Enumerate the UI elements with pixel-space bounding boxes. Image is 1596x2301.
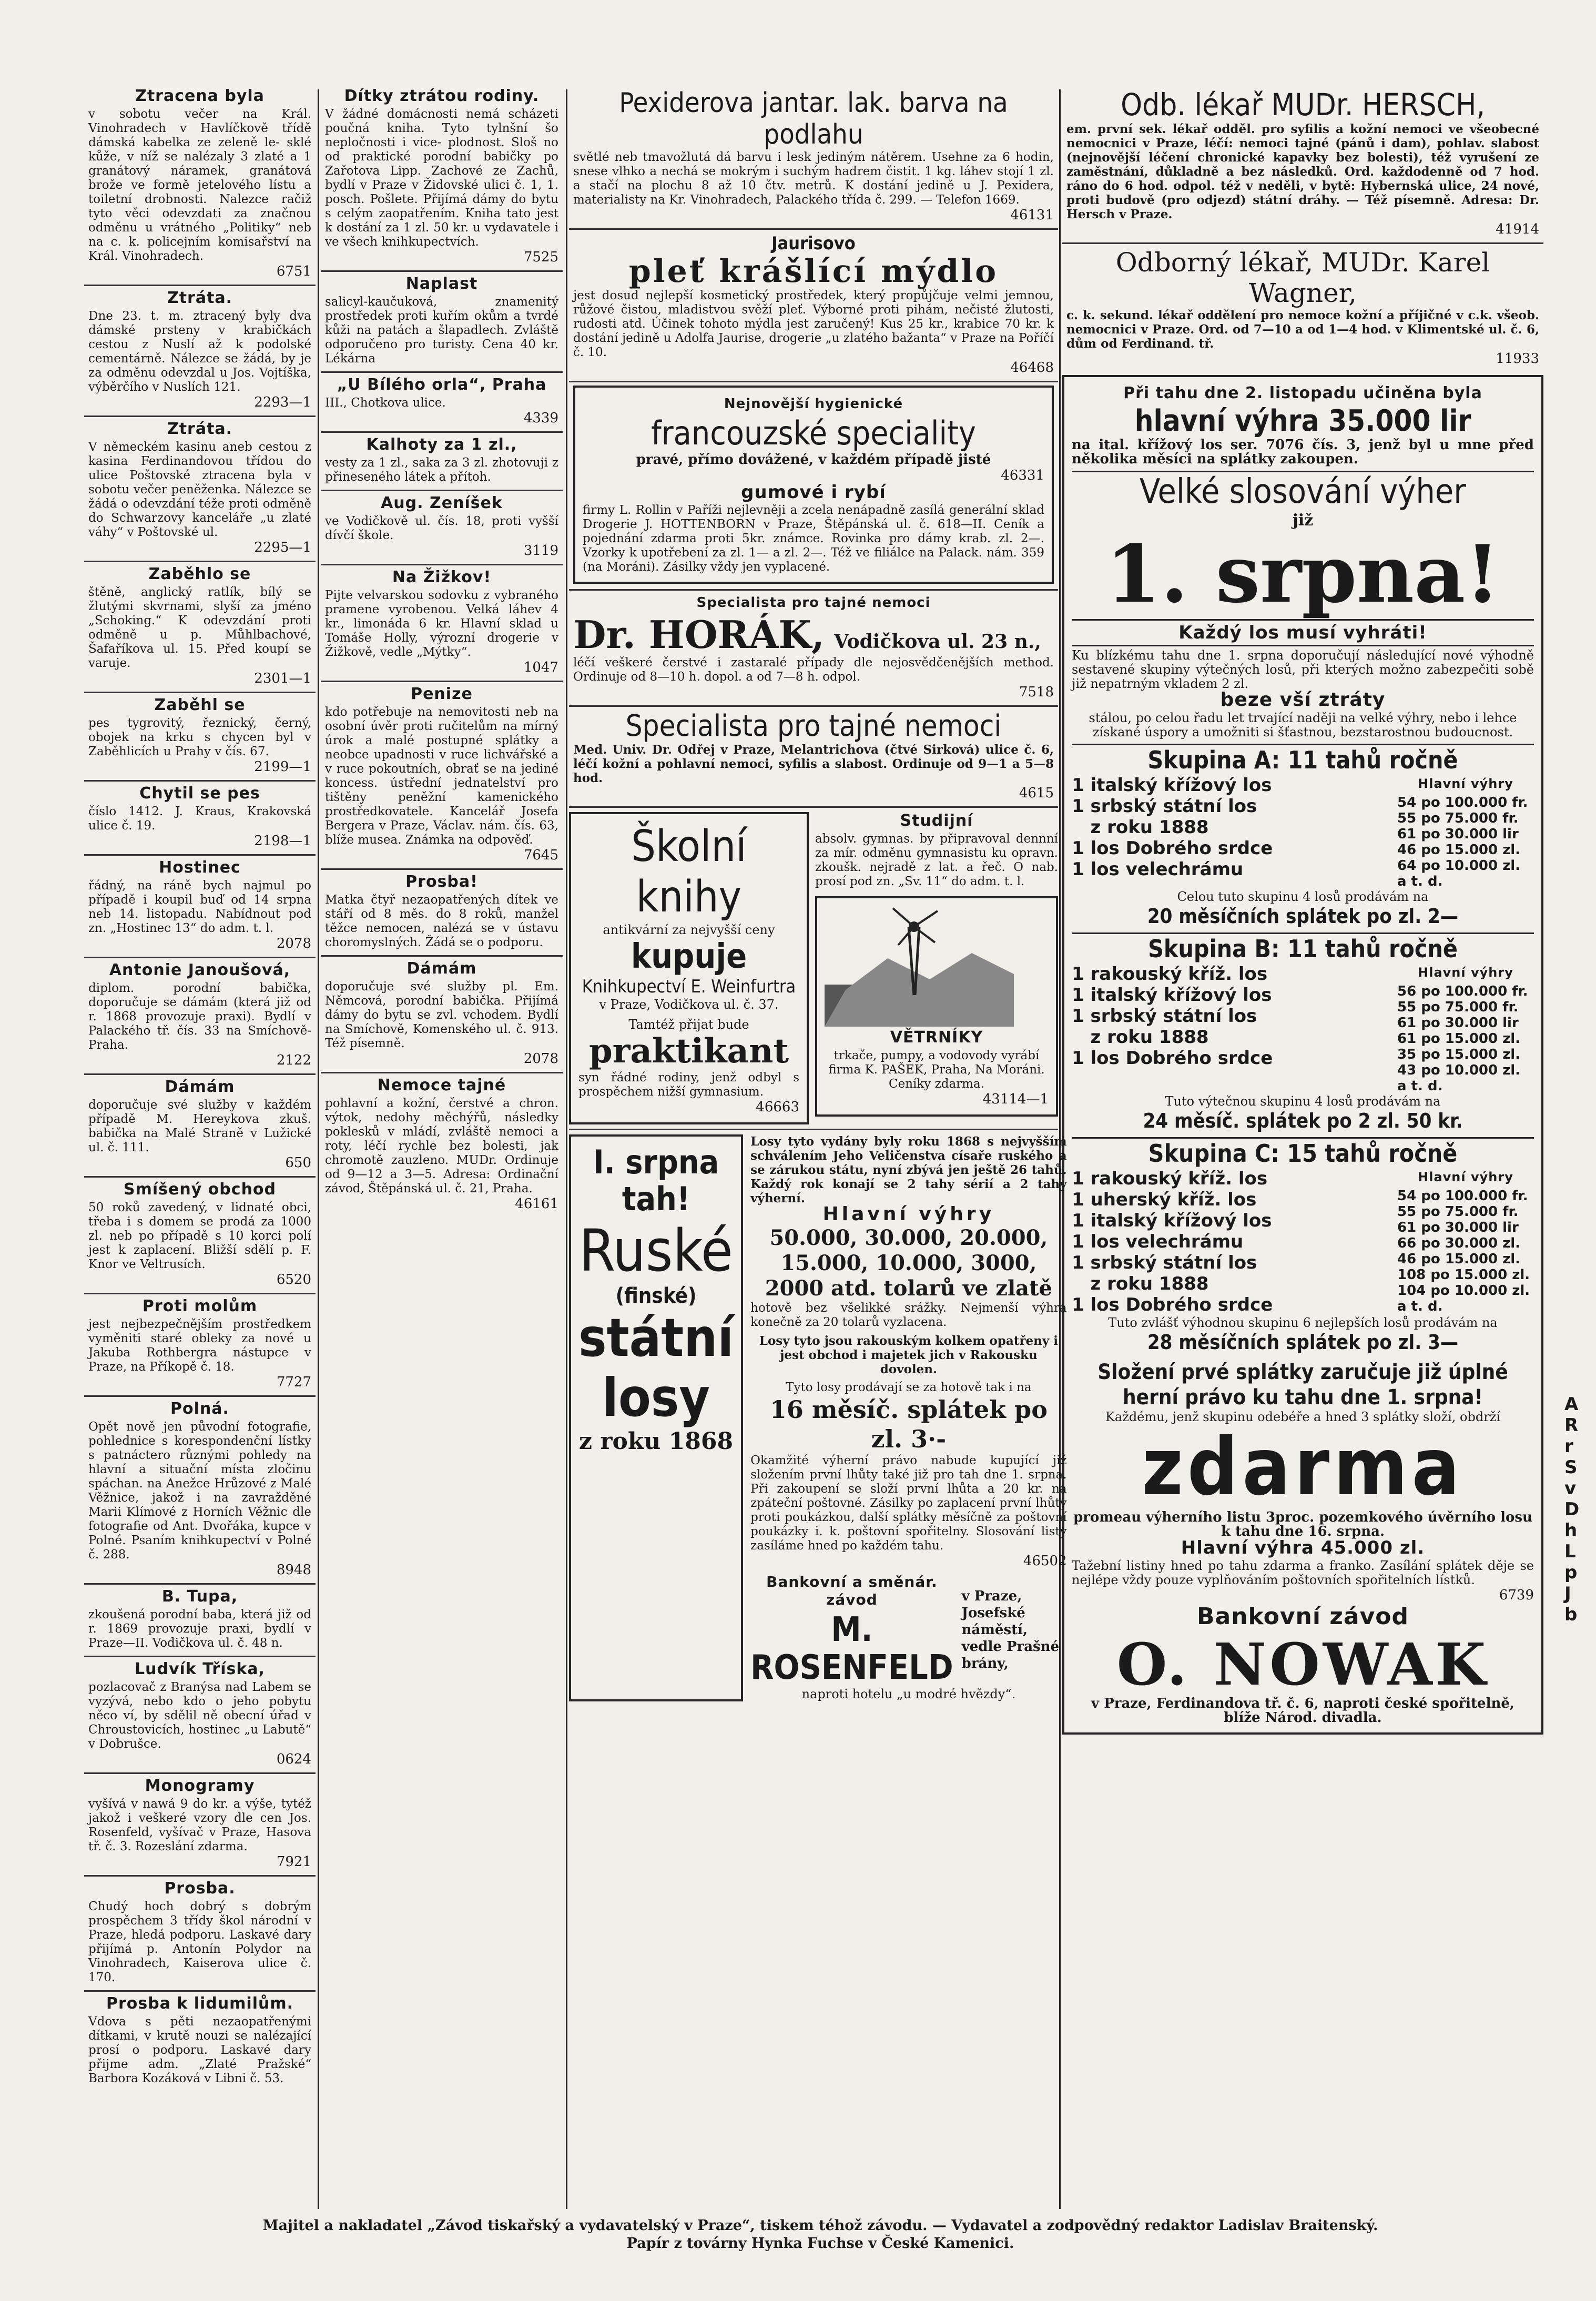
ad-ref: 46468 bbox=[1010, 360, 1054, 376]
edge-letter: S bbox=[1564, 1457, 1578, 1478]
classified-body: doporučuje své služby pl. Em. Němcová, porodní babička. Přijímá dámy do bytu se zvl. vchodem. Bydlí na Smíchově, Komenského ul. č. 913. Též písemně. bbox=[325, 980, 558, 1050]
classified-heading: Ztráta. bbox=[167, 420, 233, 438]
lottery-group-title: Skupina B: 11 tahů ročně bbox=[1148, 935, 1458, 963]
classified-body: štěně, anglický ratlík, bílý se žlutými skvrnami, slyší za jméno „Schoking.“ K odevzdání proti odměně u p. Můhlbachové, Šafaříkova ul. 15. Před koupí se varuje. bbox=[88, 585, 311, 670]
lottery-item: 1 italský křížový los bbox=[1072, 775, 1272, 796]
lottery-each: Každý los musí vyhráti! bbox=[1072, 619, 1534, 646]
classified-ad bbox=[321, 955, 563, 1072]
edge-letter: v bbox=[1564, 1478, 1577, 1499]
lottery-price: Celou tuto skupinu 4 losů prodávám na bbox=[1177, 889, 1429, 904]
lottery-item: 1 rakouský kříž. los bbox=[1072, 1168, 1268, 1189]
classified-body: vyšívá v nawá 9 do kr. a výše, tytéž jakož i veškeré vzory dle cen Jos. Rosenfeld, vyšívač v Praze, Hasova tř. č. 3. Rozeslání zdarma. bbox=[88, 1797, 311, 1853]
windmill-illustration bbox=[825, 906, 1014, 1027]
classified-body: v sobotu večer na Král. Vinohradech v Havlíčkově třídě dámská kabelka ze zeleně le- sklé kůže, v níž se nalézaly 3 zlaté a 1 granátový náramek, granátová brože ve formě jetelového lístu a toiletní drobnosti. Nalezce račiž tyto věci odevzdati za značnou odměnu u vrátného „Politiky“ neb na c. k. policejním komisařství na Král. Vinohradech. bbox=[88, 107, 311, 263]
lottery-win: 61 po 30.000 lir bbox=[1397, 1220, 1519, 1235]
lottery-hv: Hlavní výhry bbox=[1418, 965, 1513, 980]
classified-ref: 2293—1 bbox=[254, 394, 311, 410]
ad-stamp: Losy tyto jsou rakouským kolkem opatřeny i jest obchod i majetek jich v Rakousku dovolen. bbox=[759, 1334, 1059, 1376]
ad-lottery-nowak bbox=[1062, 375, 1543, 1735]
classified-heading: Penize bbox=[411, 685, 473, 703]
lottery-group bbox=[1072, 932, 1534, 1133]
ad-skolni bbox=[569, 812, 809, 1124]
classified-ref: 4339 bbox=[523, 410, 558, 426]
lottery-item: z roku 1888 bbox=[1072, 1273, 1209, 1294]
ad-body: Med. Univ. Dr. Odřej v Praze, Melantrichova (čtvé Sirková) ulice č. 6, léčí kožní a pohlavní nemoci, syfilis a slabost. Ordinuje od 9—1 a 5—8 hod. bbox=[573, 743, 1054, 785]
classified-ref: 2301—1 bbox=[254, 671, 311, 686]
classified-ad bbox=[321, 431, 563, 490]
classified-ad bbox=[84, 1583, 316, 1656]
classified-heading: Kalhoty za 1 zl., bbox=[366, 435, 517, 454]
ad-mid: gumové i rybí bbox=[741, 482, 886, 503]
classified-ref: 2295—1 bbox=[254, 540, 311, 555]
classified-ad bbox=[321, 681, 563, 868]
lottery-win: 104 po 10.000 zl. bbox=[1397, 1283, 1530, 1299]
classified-body: doporučuje své služby v každém případě M. Hereykova zkuš. babička na Malé Straně v Lužické ul. č. 111. bbox=[88, 1098, 311, 1154]
classified-heading: B. Tupa, bbox=[161, 1587, 238, 1606]
ad-amounts: 50.000, 30.000, 20.000, 15.000, 10.000, 3000, 2000 atd. tolarů ve zlatě bbox=[765, 1225, 1052, 1301]
classified-heading: Ztráta. bbox=[167, 289, 233, 307]
classified-ref: 1047 bbox=[523, 660, 558, 675]
ad-buy: kupuje bbox=[631, 937, 747, 976]
lottery-item: 1 los Dobrého srdce bbox=[1072, 1294, 1273, 1315]
classified-heading: Ztracena byla bbox=[135, 87, 265, 105]
classified-heading: Prosba! bbox=[405, 873, 478, 891]
classified-ref: 2198—1 bbox=[254, 833, 311, 849]
lottery-group-title: Skupina C: 15 tahů ročně bbox=[1148, 1139, 1458, 1168]
imprint-line-1: Majitel a nakladatel „Závod tiskařský a vydavatelský v Praze“, tiskem téhož závodu. — Vydavatel a zodpovědný redaktor Ladislav Braitenský. bbox=[262, 2217, 1378, 2234]
classified-ad bbox=[84, 780, 316, 854]
classified-ad bbox=[84, 1176, 316, 1293]
edge-letter: p bbox=[1564, 1562, 1578, 1583]
classified-ref: 7921 bbox=[276, 1854, 311, 1870]
lottery-sub: na ital. křížový los ser. 7076 čís. 3, jenž byl u mne před několika měsíci na splátky zakoupen. bbox=[1072, 437, 1534, 467]
classified-body: Dne 23. t. m. ztracený byly dva dámské prsteny v krabičkách cestou z Nuslí až k podolské cementárně. Nálezce se žádá, by je za odměnu odevzdal u Jos. Vojtíška, výběrčího v Nuslích 121. bbox=[88, 309, 311, 394]
lottery-inst: 28 měsíčních splátek po zl. 3— bbox=[1147, 1331, 1459, 1354]
edge-letter: J bbox=[1564, 1583, 1571, 1604]
ad-ref: 46331 bbox=[1001, 468, 1044, 483]
classified-body: Vdova s pěti nezaopatřenými dítkami, v krutě nouzi se nalézající prosí o podporu. Laskavé dary přijme adm. „Zlaté Pražské“ Barbora Kozáková v Libni č. 53. bbox=[88, 2015, 311, 2085]
classified-body: III., Chotkova ulice. bbox=[325, 396, 446, 410]
lottery-win: 55 po 75.000 fr. bbox=[1397, 1204, 1519, 1220]
classified-ad bbox=[84, 84, 316, 285]
lottery-para2: stálou, po celou řadu let trvající naději na velké výhry, nebo i lehce získané úspory a umožniti si šťastnou, bezstarostnou budoucnost. bbox=[1089, 711, 1517, 739]
classified-heading: Nemoce tajné bbox=[377, 1076, 506, 1094]
ad-info: Okamžité výherní právo nabude kupující již složením první lhůty také již pro tah dne 1. srpna. Při zakoupení se složí první lhůta a 20 kr. na zpáteční poštovné. Zásilky po zaplacení první lhůty proti poukázkou, další splátky měsíčně za poštovní poukázky i. k. poštovní spořitelny. Slosování listy zasíláme hned po každém tahu. bbox=[750, 1454, 1067, 1553]
classified-body: V německém kasinu aneb cestou z kasina Ferdinandovou třídou do ulice Poštovské ztracena byla v sobotu večer peněženka. Nálezce se žádá o odevzdání téže proti odměně do Schwarzovy kanceláře „u zlaté váhy“ v Poštovské ul. bbox=[88, 440, 311, 539]
lottery-group-title: Skupina A: 11 tahů ročně bbox=[1147, 746, 1458, 774]
ad-firm: M. ROSENFELD bbox=[750, 1610, 953, 1687]
imprint-line-2: Papír z továrny Hynka Fuchse v České Kamenici. bbox=[626, 2235, 1014, 2252]
lottery-prom: promeau výherního listu 3proc. pozemkového úvěrního losu k tahu dne 16. srpna. bbox=[1073, 1509, 1532, 1539]
lottery-main: hlavní výhra 35.000 lir bbox=[1134, 404, 1471, 438]
ad-name: Odborný lékař, MUDr. Karel Wagner, bbox=[1115, 247, 1490, 308]
ad-sale: Tyto losy prodávají se za hotově tak i na bbox=[786, 1381, 1032, 1394]
classified-ad bbox=[321, 1072, 563, 1217]
lottery-item: 1 italský křížový los bbox=[1072, 985, 1272, 1006]
edge-letter: r bbox=[1564, 1436, 1573, 1457]
ad-sub: antikvární za nejvyšší ceny bbox=[603, 923, 775, 937]
lottery-win: 61 po 30.000 lir bbox=[1397, 1015, 1519, 1031]
classified-ref: 2199—1 bbox=[254, 759, 311, 775]
classified-ref: 8948 bbox=[276, 1562, 311, 1578]
classified-body: pohlavní a kožní, čerstvé a chron. výtok, nedohy měchýřů, následky poklesků v mládí, zvláště nemoci a roty, léčí rychle bez bolesti, jak chromotě zauzleno. MUDr. Ordinuje od 9—12 a 3—5. Adresa: Ordinační závod, Štěpánská ul. č. 21, Praha. bbox=[325, 1097, 558, 1195]
lottery-bez: beze vší ztráty bbox=[1220, 689, 1386, 711]
classified-ref: 2078 bbox=[523, 1051, 558, 1067]
ad-wagner bbox=[1062, 242, 1543, 372]
lottery-date: 1. srpna! bbox=[1105, 528, 1500, 621]
classified-ref: 6520 bbox=[276, 1272, 311, 1288]
ad-ref: 46502 bbox=[1023, 1553, 1067, 1569]
lottery-hv2: Hlavní výhra 45.000 zl. bbox=[1181, 1537, 1425, 1558]
ad-l5: státní bbox=[578, 1307, 734, 1369]
ad-ref: 4615 bbox=[1019, 785, 1054, 801]
lottery-win: 46 po 15.000 zl. bbox=[1397, 1251, 1521, 1267]
ad-hv: Hlavní výhry bbox=[822, 1203, 995, 1225]
classified-heading: Proti molům bbox=[142, 1297, 258, 1315]
classified-ref: 2122 bbox=[276, 1052, 311, 1068]
lottery-item: 1 los velechrámu bbox=[1072, 1231, 1244, 1252]
ad-vetrniky-body: trkače, pumpy, a vodovody vyrábí firma K. PAŠEK, Praha, Na Moráni. Ceníky zdarma. bbox=[828, 1049, 1045, 1091]
lottery-win: 55 po 75.000 fr. bbox=[1397, 810, 1519, 826]
ad-inst: 16 měsíč. splátek po zl. 3·- bbox=[769, 1395, 1048, 1453]
ad-also: Tamtéž přijat bude bbox=[628, 1017, 749, 1032]
classified-ref: 6751 bbox=[276, 263, 311, 279]
lottery-win: a t. d. bbox=[1397, 1078, 1443, 1094]
ad-headline: pleť krášlící mýdlo bbox=[628, 253, 999, 290]
ad-ref: 43114—1 bbox=[982, 1091, 1049, 1107]
lottery-item: 1 srbský státní los bbox=[1072, 1006, 1257, 1027]
ad-specialista bbox=[569, 705, 1058, 806]
classified-ad bbox=[84, 957, 316, 1073]
lottery-firm: O. NOWAK bbox=[1116, 1630, 1489, 1698]
lottery-para: Ku blízkému tahu dne 1. srpna doporučují následující nové výhodně sestavené skupiny výtečných losů, při kterých možno zabezpečiti sobě již nepatrným vkladem 2 zl. bbox=[1072, 648, 1534, 691]
classified-ad bbox=[84, 1875, 316, 1990]
lottery-item: 1 italský křížový los bbox=[1072, 1210, 1272, 1231]
lottery-win: 61 po 15.000 zl. bbox=[1397, 1031, 1521, 1047]
lottery-win: 61 po 30.000 lir bbox=[1397, 826, 1519, 842]
ad-tax: hotově bez všelikké srážky. Nejmenší výhra konečně za 20 tolarů vyzlacena. bbox=[750, 1301, 1067, 1329]
ad-address: v Praze, Vodičkova ul. č. 37. bbox=[599, 997, 779, 1012]
ad-studijni-title: Studijní bbox=[900, 812, 973, 830]
classified-ad bbox=[84, 285, 316, 415]
column-doctors-lottery bbox=[1062, 84, 1543, 1738]
ad-body: léčí veškeré čerstvé i zastaralé případy dle nejosvědčenějších method. Ordinuje od 8—10 h. dopol. a od 7—8 h. odpol. bbox=[573, 656, 1054, 684]
lottery-win: 46 po 15.000 zl. bbox=[1397, 842, 1521, 858]
classified-ref: 7645 bbox=[523, 847, 558, 863]
lottery-each2: Každému, jenž skupinu odebéře a hned 3 splátky složí, obdrží bbox=[1105, 1410, 1501, 1424]
ad-body: světlé neb tmavožlutá dá barvu i lesk jediným nátěrem. Usehne za 6 hodin, snese vlhko a nechá se mokrým i suchým hadrem čistit. 1 kg. láhev stojí 1 zl. a stačí na plochu 8 až 10 čtv. metrů. K dostání jedině u J. Pexidera, materialisty na Kr. Vinohradech, Palackého třída č. 299. — Telefon 1669. bbox=[573, 150, 1054, 207]
lottery-win: 64 po 10.000 zl. bbox=[1397, 858, 1521, 874]
lottery-win: 35 po 15.000 zl. bbox=[1397, 1047, 1521, 1062]
classified-body: diplom. porodní babička, doporučuje se dámám (která již od r. 1868 provozuje praxi). Bydlí v Palackého tř. čís. 33 na Smíchově-Praha. bbox=[88, 981, 311, 1052]
ad-body: syn řádné rodiny, jenž odbyl s prospěchem nižší gymnasium. bbox=[578, 1071, 799, 1099]
ad-vetrniky-title: VĚTRNÍKY bbox=[890, 1028, 983, 1047]
edge-letter: L bbox=[1564, 1541, 1576, 1562]
ad-body: firmy L. Rollin v Paříži nejlevněji a zcela nenápadně zasílá generální sklad Drogerie J. HOTTENBORN v Praze, Štěpánská ul. č. 618—II. Ceník a pojednání zdarma proti 5kr. známce. Rovinka pro dámy krab. zl. 2—. Vzorky k upotřebení za zl. 1— a zl. 2—. Též ve filiálce na Palack. nám. 359 (na Moráni). Zásilky vždy jen vyplacené. bbox=[583, 503, 1044, 574]
classified-heading: Polná. bbox=[170, 1400, 229, 1418]
lottery-hv: Hlavní výhry bbox=[1418, 1170, 1513, 1184]
ad-headline: Školní knihy bbox=[631, 822, 747, 922]
ad-kicker: Nejnovější hygienické bbox=[724, 396, 903, 412]
classified-body: kdo potřebuje na nemovitosti neb na osobní úvěr proti ručitelům na mírný úrok a malé postupné splátky a neobce upadnosti v ruce lichvářské a v ruce pokoutních, obrať se na jediné koncess. ústřední jednatelství pro tištěny peněžní kamenického prostředkovatele. Kancelář Josefa Bergera v Praze, Václav. nám. čís. 63, blíže musea. Známka na odpověď. bbox=[325, 705, 558, 847]
classified-body: Matka čtyř nezaopatřených dítek ve stáří od 8 měs. do 8 roků, manžel těžce nemocen, nalézá se v ústavu choromyslných. Žádá se o podporu. bbox=[325, 893, 558, 949]
classified-heading: Dámám bbox=[165, 1078, 235, 1096]
classified-ad bbox=[84, 692, 316, 780]
classified-heading: Ludvík Tříska, bbox=[135, 1660, 265, 1678]
column-rule bbox=[566, 89, 567, 2209]
classified-ad bbox=[321, 84, 563, 270]
ad-bank: Bankovní a směnár. závod bbox=[766, 1573, 938, 1608]
classified-ref: 3119 bbox=[523, 543, 558, 559]
classified-ad bbox=[84, 1656, 316, 1772]
classified-body: číslo 1412. J. Kraus, Krakovská ulice č. 19. bbox=[88, 805, 311, 833]
classified-body: pes tygrovitý, řeznický, černý, obojek na krku s chycen byl v Zaběhlicích u Prahy v čís. 67. bbox=[88, 716, 311, 758]
ad-hersch bbox=[1062, 84, 1543, 242]
classified-body: ve Vodičkově ul. čís. 18, proti vyšší dívčí škole. bbox=[325, 514, 558, 542]
classified-ad bbox=[84, 1293, 316, 1395]
lottery-win: 54 po 100.000 fr. bbox=[1397, 1188, 1528, 1204]
imprint-footer bbox=[137, 2217, 1504, 2253]
classified-body: zkoušená porodní baba, která již od r. 1869 provozuje praxi, bydlí v Praze—II. Vodičkova ul. č. 48 n. bbox=[88, 1608, 311, 1650]
ad-name: Odb. lékař MUDr. HERSCH, bbox=[1121, 87, 1485, 123]
ad-row bbox=[569, 806, 1058, 1129]
classified-ref: 46161 bbox=[515, 1196, 558, 1212]
lottery-win: 108 po 15.000 zl. bbox=[1397, 1267, 1530, 1283]
lottery-price: Tuto zvlášť výhodnou skupinu 6 nejlepších losů prodávám na bbox=[1108, 1315, 1498, 1330]
ad-address: Vodičkova ul. 23 n., bbox=[833, 631, 1041, 653]
ad-horak bbox=[569, 589, 1058, 705]
classified-ad bbox=[84, 1990, 316, 2091]
lottery-item: 1 los velechrámu bbox=[1072, 859, 1244, 880]
lottery-win: 55 po 75.000 fr. bbox=[1397, 999, 1519, 1015]
classified-heading: Dítky ztrátou rodiny. bbox=[344, 87, 540, 105]
lottery-win: 43 po 10.000 zl. bbox=[1397, 1062, 1521, 1078]
edge-letter: A bbox=[1564, 1394, 1579, 1415]
ad-ref: 46131 bbox=[1010, 207, 1054, 223]
classified-body: vesty za 1 zl., saka za 3 zl. zhotovuji z přineseného látek a přítoh. bbox=[325, 456, 558, 484]
classified-ref: 7525 bbox=[523, 249, 558, 265]
ad-ref: 6739 bbox=[1499, 1587, 1534, 1603]
classified-heading: Dámám bbox=[406, 959, 477, 978]
ad-prak: praktikant bbox=[588, 1031, 789, 1071]
classified-heading: Antonie Janoušová, bbox=[109, 961, 291, 979]
lottery-inst: 20 měsíčních splátek po zl. 2— bbox=[1147, 905, 1459, 928]
ad-body: em. první sek. lékař odděl. pro syfilis a kožní nemoci ve všeobecné nemocnici v Praze, léčí: nemoci tajné (pánů i dam), pohlav. slabost (nejnovější léčení chronické kapavky bez bolesti), též vyrušení ze zaměstnání, důkladně a bez následků. Ord. každodenně od 7 hod. ráno do 6 hod. odpol. též v neděli, v bytě: Hybernská ulice, 24 nové, proti budově (pro odjezd) státní dráhy. — Též písemně. Adresa: Dr. Hersch v Praze. bbox=[1066, 122, 1539, 221]
classified-ad bbox=[321, 371, 563, 431]
lottery-item: 1 uherský kříž. los bbox=[1072, 1189, 1257, 1210]
lottery-jiz: již bbox=[1292, 511, 1314, 530]
classified-body: řádný, na ráně bych najmul po případě i koupil buď od 14 srpna neb 14. listopadu. Nabídnout pod zn. „Hostinec 13“ do adm. t. l. bbox=[88, 879, 311, 935]
classified-ad bbox=[321, 490, 563, 564]
ad-body: c. k. sekund. lékař oddělení pro nemoce kožní a příjičné v c.k. všeob. nemocnici v Praze. Ord. od 7—10 a od 1—4 hod. v Klimentské ul. č. 6, dům od Ferdinand. tř. bbox=[1066, 308, 1539, 351]
classified-ad bbox=[321, 868, 563, 955]
classified-heading: Monogramy bbox=[145, 1777, 255, 1795]
lottery-group bbox=[1072, 1137, 1534, 1354]
classified-heading: Na Žižkov! bbox=[392, 568, 492, 586]
lottery-item: z roku 1888 bbox=[1072, 1027, 1209, 1048]
ad-l7: z roku 1868 bbox=[579, 1428, 734, 1455]
ad-l2: tah! bbox=[622, 1180, 690, 1218]
classified-body: salicyl-kaučuková, znamenitý prostředek proti kuřím okům a tvrdé kůži na patách a šlapadlech. Zvláště odporučeno pro turisty. Cena 40 kr. Lékárna bbox=[325, 295, 558, 366]
classified-ad bbox=[84, 1395, 316, 1583]
lottery-ship: Tažební listiny hned po tahu zdarma a franko. Zasílání splátek děje se nejlépe vždy pouze vyplňováním poštovních spořitelních lístků. bbox=[1072, 1558, 1534, 1587]
classified-heading: Prosba k lidumilům. bbox=[106, 1994, 294, 2013]
ad-addr: v Praze, Josefské náměstí, vedle Prašné brány, bbox=[961, 1588, 1060, 1671]
lottery-item: z roku 1888 bbox=[1072, 817, 1209, 838]
lottery-item: 1 los Dobrého srdce bbox=[1072, 1048, 1273, 1069]
lottery-item: 1 srbský státní los bbox=[1072, 1252, 1257, 1273]
ad-title: Pexiderova jantar. lak. barva na podlahu bbox=[619, 87, 1008, 150]
classified-ad bbox=[84, 415, 316, 561]
lottery-hv: Hlavní výhry bbox=[1418, 776, 1513, 791]
adjacent-page-edge bbox=[1564, 1394, 1591, 1625]
ad-headline: francouzské speciality bbox=[651, 414, 976, 452]
ad-addr2: naproti hotelu „u modré hvězdy“. bbox=[801, 1687, 1016, 1701]
ad-l3: Ruské bbox=[579, 1217, 733, 1284]
ad-jaurisovo bbox=[569, 228, 1058, 381]
ad-ref: 41914 bbox=[1496, 221, 1539, 237]
column-rule bbox=[318, 89, 319, 2209]
classified-body: pozlacovač z Branýsa nad Labem se vyzývá, nebo kdo o jeho pobytu něco ví, by sdělil ně obecní úřad v Chroustovicích, hostinec „u Labutě“ v Dobrušce. bbox=[88, 1680, 311, 1751]
edge-letter: b bbox=[1564, 1604, 1578, 1625]
classified-body: Pijte velvarskou sodovku z vybraného pramene vyrobenou. Velká láhev 4 kr., limonáda 6 kr. Hlavní sklad u Tomáše Holly, výrozní drogerie v Žižkově, vedle „Mýtky“. bbox=[325, 589, 558, 659]
ad-ref: 11933 bbox=[1496, 351, 1539, 367]
classified-heading: Hostinec bbox=[159, 858, 241, 877]
ad-ref: 7518 bbox=[1019, 684, 1054, 700]
lottery-item: 1 srbský státní los bbox=[1072, 796, 1257, 817]
lottery-zdarma: zdarma bbox=[1142, 1422, 1464, 1513]
edge-letter: R bbox=[1564, 1415, 1579, 1436]
classified-heading: Smíšený obchod bbox=[123, 1180, 277, 1199]
classified-heading: Aug. Zeníšek bbox=[381, 494, 503, 512]
ad-sub: pravé, přímo dovážené, v každém případě jisté bbox=[636, 452, 991, 468]
classified-body: V žádné domácnosti nemá scházeti poučná kniha. Tyto tylnšní šo nepločnosti i vice- plodnost. Sloš no od praktické porodní babičky po Zařotova Lipp. Zachové ze Zachů, bydlí v Praze v Židovské ulici č. 1, 1. posch. Pošlete. Přijímá dámy do bytu s celým zaopatřením. Kniha tato jest k dostání za 1 zl. 50 kr. u vydavatele i ve všech knihkupectvích. bbox=[325, 107, 558, 249]
classified-heading: Chytil se pes bbox=[139, 784, 260, 803]
classified-ref: 7727 bbox=[276, 1374, 311, 1390]
classified-ad bbox=[84, 854, 316, 957]
ad-francouzske bbox=[569, 381, 1058, 589]
classified-ref: 650 bbox=[285, 1155, 311, 1171]
lottery-win: a t. d. bbox=[1397, 1299, 1443, 1314]
column-classifieds-1 bbox=[84, 84, 316, 2091]
ad-vetrniky bbox=[815, 896, 1058, 1117]
lottery-win: 56 po 100.000 fr. bbox=[1397, 984, 1528, 999]
classified-ad bbox=[321, 270, 563, 371]
classified-ad bbox=[84, 1073, 316, 1176]
lottery-item: 1 rakouský kříž. los bbox=[1072, 964, 1268, 985]
ad-intro: Losy tyto vydány byly roku 1868 s nejvyšším schválením Jeho Veličenstva císaře ruského a se zárukou státu, nyní zbývá jen ještě 26 tahů. Každý rok konají se 2 tahy sérií a 2 tahy výherní. bbox=[750, 1134, 1067, 1205]
ad-l6: losy bbox=[602, 1367, 710, 1428]
classified-ref: 0624 bbox=[276, 1751, 311, 1767]
ad-title: Jaurisovo bbox=[771, 233, 856, 254]
classified-heading: Zaběhlo se bbox=[148, 565, 251, 583]
lottery-velke: Velké slosování výher bbox=[1072, 471, 1534, 511]
lottery-price: Tuto výtečnou skupinu 4 losů prodávám na bbox=[1165, 1094, 1441, 1109]
lottery-group bbox=[1072, 744, 1534, 928]
ad-headline: Specialista pro tajné nemoci bbox=[625, 709, 1002, 743]
ad-studijni-body: absolv. gymnas. by připravoval dennní za mír. odměnu gymnasistu ku opravn. zkoušk. nejradě z lat. a řeč. O nab. prosí pod zn. „Sv. 11“ do adm. t. l. bbox=[815, 832, 1058, 888]
ad-name: Dr. HORÁK, bbox=[573, 612, 825, 657]
ad-body: jest dosud nejlepší kosmetický prostředek, který propůjčuje velmi jemnou, růžové čistou, mladistvou svěží pleť. Výborné proti pihám, nečisté žlutosti, rudosti atd. Účinek tohoto mýdla jest zaručený! Kus 25 kr., krabice 70 kr. k dostání jedině u Adolfa Jaurise, drogerie „u zlatého bažanta“ v Praze na Poříčí č. 10. bbox=[573, 289, 1054, 359]
ad-ref: 46663 bbox=[756, 1099, 799, 1115]
lottery-inst: 24 měsíč. splátek po 2 zl. 50 kr. bbox=[1143, 1109, 1463, 1132]
lottery-item: 1 los Dobrého srdce bbox=[1072, 838, 1273, 859]
classified-body: 50 roků zavedený, v lidnaté obci, třeba i s domem se prodá za 1000 zl. neb po případě s 10 korci polí jest k zaplacení. Bližší sdělí p. F. Knor ve Veltrusích. bbox=[88, 1201, 311, 1271]
ad-l1: I. srpna bbox=[593, 1143, 719, 1181]
column-display-ads bbox=[569, 84, 1067, 1706]
classified-heading: „U Bílého orla“, Praha bbox=[337, 376, 547, 394]
classified-ad bbox=[321, 564, 563, 681]
edge-letter: D bbox=[1564, 1499, 1580, 1520]
column-classifieds-2 bbox=[321, 84, 563, 1217]
lottery-slozeni: Složení prvé splátky zaručuje již úplné herní právo ku tahu dne 1. srpna! bbox=[1097, 1360, 1508, 1410]
lottery-groups bbox=[1072, 744, 1534, 1354]
classified-ad bbox=[84, 561, 316, 692]
ad-shop: Knihkupectví E. Weinfurtra bbox=[582, 976, 796, 997]
classified-ref: 2078 bbox=[276, 936, 311, 951]
ad-pexider bbox=[569, 84, 1058, 228]
lottery-win: a t. d. bbox=[1397, 874, 1443, 889]
classified-heading: Naplast bbox=[405, 275, 478, 293]
edge-letter: h bbox=[1564, 1520, 1578, 1541]
ad-ruske-banner bbox=[569, 1134, 743, 1701]
classified-ad bbox=[84, 1772, 316, 1875]
lottery-win: 54 po 100.000 fr. bbox=[1397, 795, 1528, 810]
lottery-win: 66 po 30.000 zl. bbox=[1397, 1235, 1521, 1251]
classified-body: jest nejbezpečnějším prostředkem vyměniti staré obleky za nové u Jakuba Rothbergra nástupce v Praze, na Příkopě č. 18. bbox=[88, 1317, 311, 1374]
classified-heading: Zaběhl se bbox=[154, 696, 246, 714]
ad-l4: (finské) bbox=[615, 1284, 697, 1308]
classified-body: Opět nově jen původní fotografie, pohlednice s korespondenční lístky s patnáctero různými pohledy na hlavní a situační místa zločinu spáchan. na Anežce Hrůzové z Malé Věžnice, jakož i na zavražděné Marii Klímové z Horních Věžnic dle fotografie od Ant. Dvořáka, kupce v Polné. Psaním knihkupectví v Polné č. 288. bbox=[88, 1420, 311, 1562]
ad-ruske-losy bbox=[569, 1129, 1067, 1706]
classified-heading: Prosba. bbox=[164, 1879, 236, 1898]
classified-body: Chudý hoch dobrý s dobrým prospěchem 3 třídy škol národní v Praze, hledá podporu. Laskavé dary přijímá p. Antonín Polydor na Vinohradech, Kaiserova ulice č. 170. bbox=[88, 1900, 311, 1984]
lottery-intro: Při tahu dne 2. listopadu učiněna byla bbox=[1123, 384, 1482, 402]
ad-kicker: Specialista pro tajné nemoci bbox=[696, 595, 931, 611]
lottery-addr: v Praze, Ferdinandova tř. č. 6, naproti české spořitelně, blíže Národ. divadla. bbox=[1091, 1696, 1514, 1726]
lottery-bank: Bankovní závod bbox=[1197, 1603, 1409, 1630]
